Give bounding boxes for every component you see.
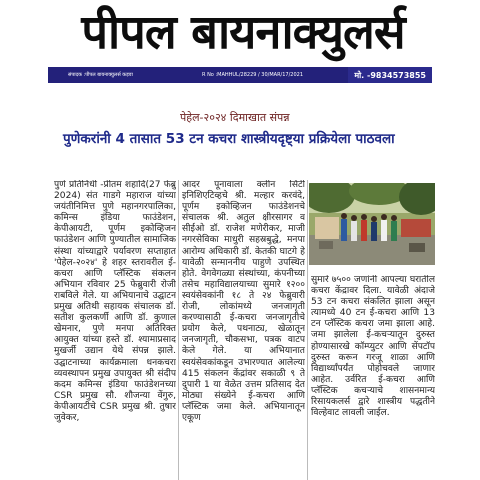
article-kicker: पेहेल-२०२४ दिमाखात संपन्न: [180, 111, 290, 124]
column-divider: [178, 180, 179, 480]
masthead: [48, 3, 438, 61]
article-column-2: आदर पूनावाला क्लीन सिटी इनिशिएटिव्हचे श्री. मल्हार करवंदे, पूर्णम इकोव्हिजन फाउंडेशनचे संचालक श्री. अतुल क्षीरसागर व सीईओ डॉ. राजेश मणेरीकर, माजी नगरसेविका माधुरी सहस्रबुद्धे, मनपा आरोग्य अधिकारी डॉ. केतकी घाटगे हे यावेळी सन्माननीय पाहुणे उपस्थित होते. वेगवेगळ्या संस्थांच्या, कंपनीच्या तसेच महाविद्यालयाच्या सुमारे १२०० स्वयंसेवकांनी १८ ते २४ फेब्रुवारी रोजी, लोकांमध्ये जनजागृती करण्यासाठी ई-कचरा जनजागृतीचे प्रयोग केले, पथनाट्य, खेळातून जनजागृती, चौकसभा, पत्रक वाटप केले गेले. या अभियानात स्वयंसेवकांकडून उभारण्यात आलेल्या 415 संकलन केंद्रांवर सकाळी ९ ते दुपारी 1 या वेळेत उत्तम प्रतिसाद देत मोठ्या संख्येने ई-कचरा आणि प्लॅस्टिक जमा केले. अभियानातून एकूण: [182, 180, 305, 423]
mobile-number: मो. -9834573855: [348, 67, 432, 83]
article-column-3: सुमारे ७५०० जणांनी आपल्या घरातील कचरा केंद्रावर दिला. यावेळी अंदाजे 53 टन कचरा संकलित झाला असून त्यामध्ये 40 टन ई-कचरा आणि 13 टन प्लॅस्टिक कचरा जमा झाला आहे. जमा झालेला ई-कचऱ्यातून दुरुस्त होण्यासारखे कॉम्प्युटर आणि सेंपटॉप दुरुस्त करून गरजू शाळा आणि विद्यार्थ्यांपर्यंत पोहोचवले जाणार आहेत. उर्वरित ई-कचरा आणि प्लॅस्टिक कचऱ्याचे शासनमान्य रिसायकलर्स द्वारे शास्त्रीय पद्धतीने विल्हेवाट लावली जाईल.: [311, 275, 435, 419]
info-bar: [48, 67, 432, 83]
article-column-1: पुणे प्रतिनिधी -प्रीतम शहादि(27 फेब्रु 2024) संत गाडगे महाराज यांच्या जयंतीनिमित्त पुणे महानगरपालिका, कमिन्स इंडिया फाउंडेशन, केपीआयटी, पूर्णम इकोव्हिजन फाउंडेशन आणि पुण्यातील सामाजिक संस्था यांच्याद्वारे पर्यावरण सप्ताहात 'पेहेल-२०२४' हे शहर स्तरावरील ई-कचरा आणि प्लॅस्टिक संकलन अभियान रविवार 25 फेब्रुवारी रोजी राबविले गेले. या अभियानाचे उद्घाटन प्रमुख अतिथी सहायक संचालक डॉ. सतीश कुलकर्णी आणि डॉ. कुणाल खेमनार, पुणे मनपा अतिरिक्त आयुक्त यांच्या हस्ते डॉ. श्यामाप्रसाद मुखर्जी उद्यान येथे संपन्न झाले. उद्घाटनाच्या कार्यक्रमाला धनकचरा व्यवस्थापन प्रमुख उपायुक्त श्री संदीप कदम कमिन्स इंडिया फाउंडेशनच्या CSR प्रमुख सौ. शौजन्या वेंगुरु, केपीआयटीचे CSR प्रमुख श्री. तुषार जुवेकर,: [54, 180, 176, 423]
volunteers-photo-image: [309, 183, 435, 265]
article-headline: पुणेकरांनी 4 तासात 53 टन कचरा शास्त्रीयदृष्ट्या प्रक्रियेला पाठवला: [63, 131, 395, 147]
event-photo: [309, 183, 435, 265]
registration-number: R No :MAHHUL/28229 / 30/MAR/17/2021: [202, 72, 304, 78]
masthead-title: पीपल बायनाक्युलर्स: [81, 4, 405, 60]
editor-credit: संपादक :पीपल बायनाक्युलर्स कड़वा: [68, 72, 133, 78]
column-divider: [307, 180, 308, 480]
